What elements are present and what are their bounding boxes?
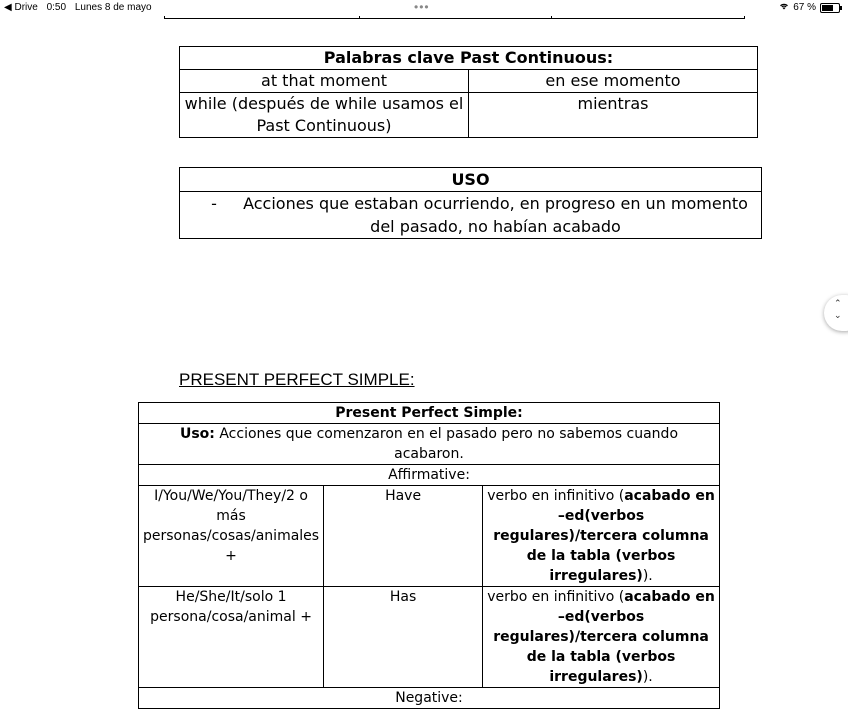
pps-verb: [483, 486, 720, 587]
multitask-dots-icon[interactable]: •••: [414, 0, 430, 14]
battery-fill: [822, 5, 833, 11]
uso-title: USO: [180, 168, 762, 192]
pps-aux: Has: [324, 587, 483, 688]
verb-end: ).: [642, 568, 653, 584]
pps-affirmative-label: Affirmative:: [139, 465, 720, 486]
pps-uso-text: Acciones que comenzaron en el pasado pero no sabemos cuando acabaron.: [214, 426, 679, 462]
uso-item: [180, 192, 762, 239]
verb-bold: acabado en –ed(verbos regulares)/tercera columna de la tabla (verbos irregulares): [493, 589, 715, 685]
back-to-drive-link[interactable]: ◀ Drive: [4, 2, 38, 13]
pps-title: Present Perfect Simple:: [139, 403, 720, 424]
pps-uso-row: [139, 424, 720, 465]
present-perfect-table: [138, 402, 720, 709]
verb-bold: acabado en –ed(verbos regulares)/tercera columna de la tabla (verbos irregulares): [493, 488, 715, 584]
keyword-en: at that moment: [180, 70, 469, 93]
status-time: 0:50: [46, 2, 67, 13]
pps-negative-label: Negative:: [139, 688, 720, 709]
verb-plain: verbo en infinitivo (: [487, 488, 625, 504]
chevron-up-icon: ⌃: [834, 299, 842, 309]
keywords-table: [179, 46, 758, 138]
verb-plain: verbo en infinitivo (: [487, 589, 625, 605]
keyword-es: mientras: [469, 93, 758, 138]
pps-verb: [483, 587, 720, 688]
keyword-es: en ese momento: [469, 70, 758, 93]
scroll-navigation-button[interactable]: [824, 295, 848, 331]
section-heading: PRESENT PERFECT SIMPLE:: [179, 370, 415, 389]
pps-subject: He/She/It/solo 1 persona/cosa/animal +: [139, 587, 324, 688]
verb-end: ).: [642, 669, 653, 685]
pps-aux: Have: [324, 486, 483, 587]
uso-table: [179, 167, 762, 239]
pps-uso-label: Uso:: [179, 426, 215, 442]
battery-percent: 67 %: [793, 2, 816, 13]
pps-subject: I/You/We/You/They/2 o más personas/cosas/animales +: [139, 486, 324, 587]
status-bar: [0, 0, 848, 16]
keyword-en: while (después de while usamos el Past Continuous): [180, 93, 469, 138]
keywords-table-title: Palabras clave Past Continuous:: [180, 47, 758, 70]
uso-item-text: Acciones que estaban ocurriendo, en progreso en un momento del pasado, no habían acabado: [243, 194, 748, 236]
chevron-down-icon: ⌄: [834, 311, 842, 321]
bullet-dash: -: [211, 194, 217, 213]
status-date: Lunes 8 de mayo: [74, 2, 152, 13]
wifi-icon: [779, 2, 789, 13]
battery-icon: [820, 3, 840, 13]
